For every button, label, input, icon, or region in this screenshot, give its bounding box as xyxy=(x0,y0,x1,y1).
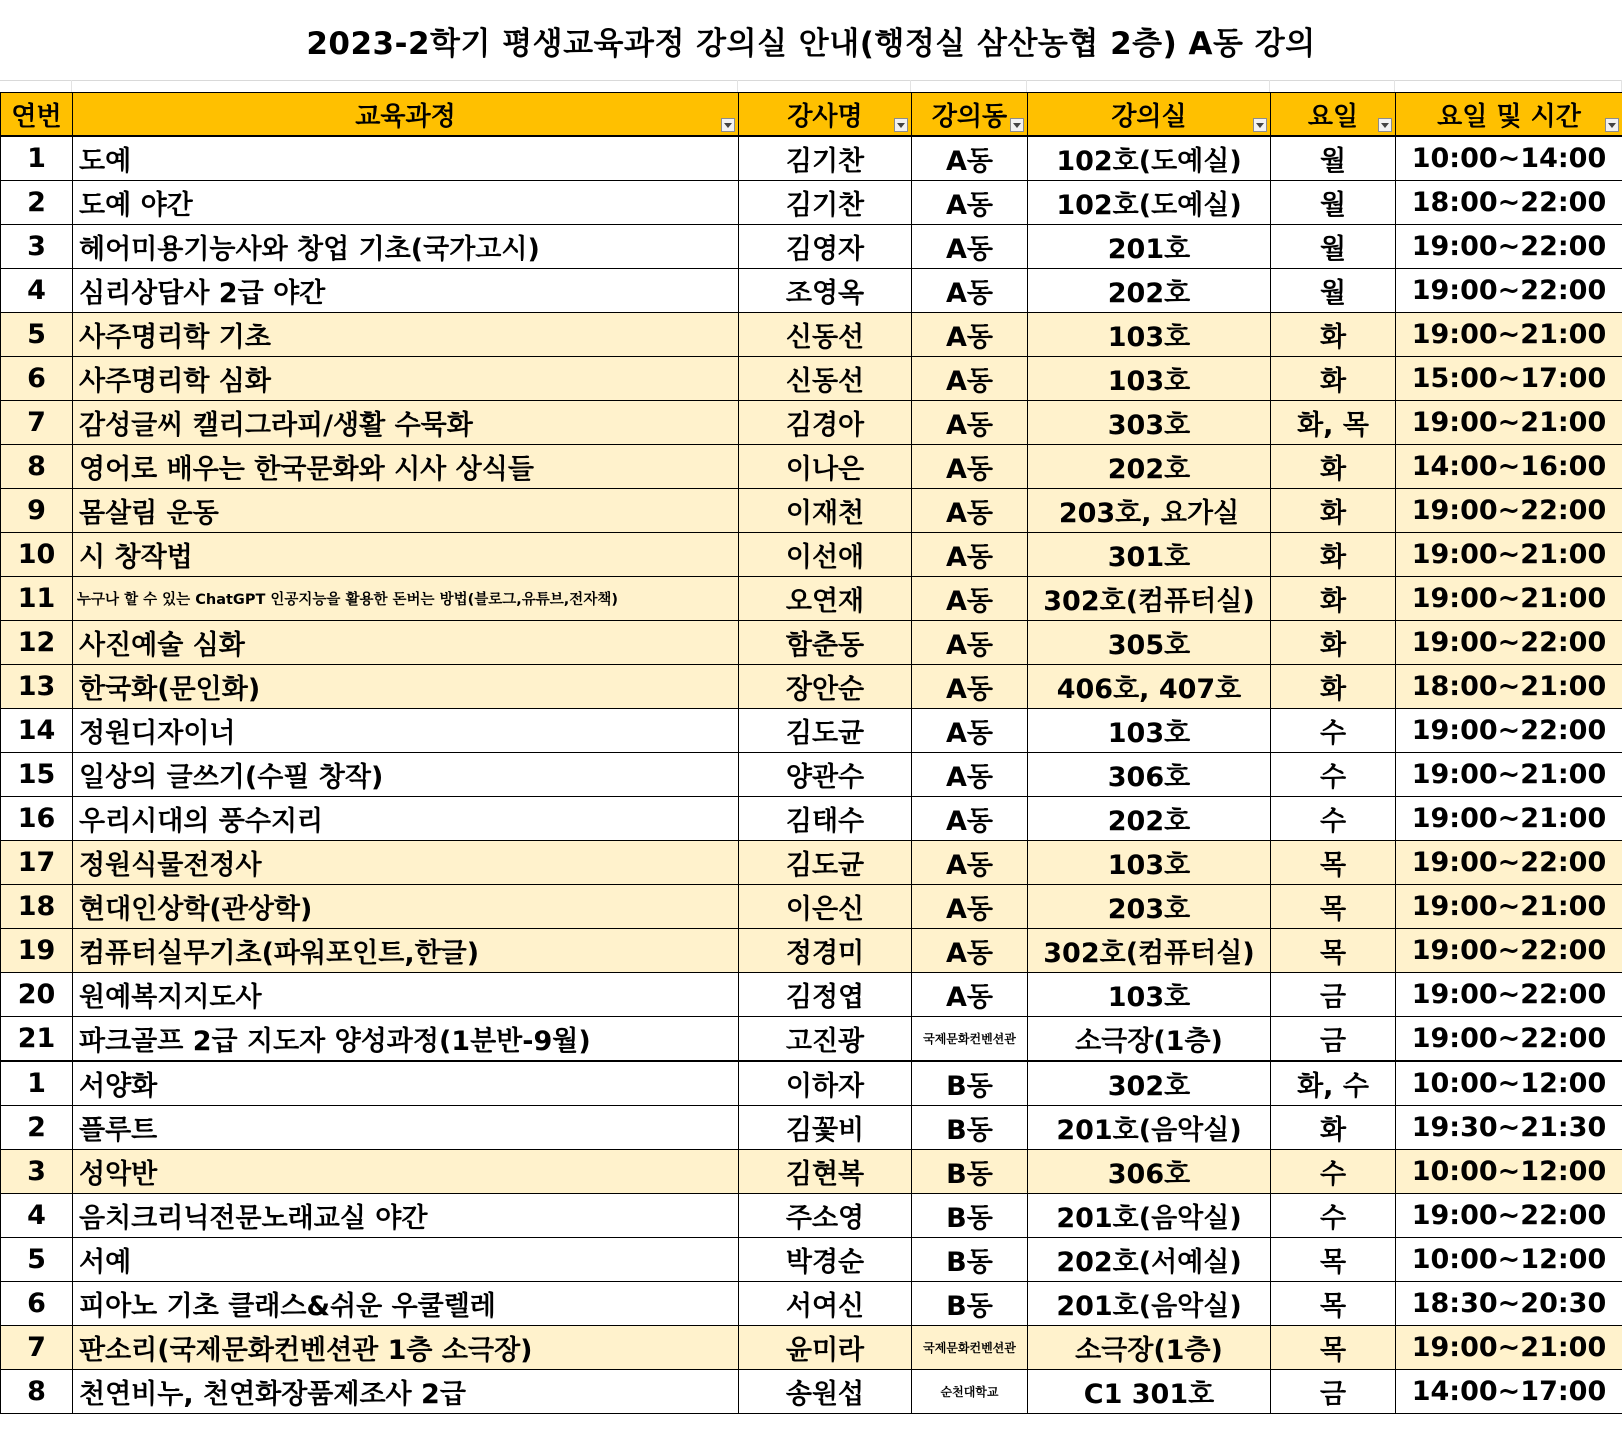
table-row xyxy=(1,1017,1622,1062)
cell-course[interactable]: 시 창작법 xyxy=(73,533,739,577)
table-row xyxy=(1,1150,1622,1194)
cell-teacher[interactable]: 서여신 xyxy=(739,1282,912,1326)
table-row xyxy=(1,929,1622,973)
cell-room[interactable]: 302호(컴퓨터실) xyxy=(1028,577,1271,621)
cell-time[interactable]: 10:00~12:00 xyxy=(1396,1238,1622,1282)
cell-day[interactable]: 월 xyxy=(1271,181,1396,225)
cell-teacher[interactable]: 양관수 xyxy=(739,753,912,797)
cell-course[interactable]: 누구나 할 수 있는 ChatGPT 인공지능을 활용한 돈버는 방법(블로그,유튜브,전자책) xyxy=(73,577,739,621)
cell-teacher[interactable]: 신동선 xyxy=(739,313,912,357)
cell-teacher[interactable]: 정경미 xyxy=(739,929,912,973)
table-row xyxy=(1,577,1622,621)
cell-day[interactable]: 화 xyxy=(1271,577,1396,621)
cell-day[interactable]: 목 xyxy=(1271,929,1396,973)
cell-time[interactable]: 19:30~21:30 xyxy=(1396,1106,1622,1150)
cell-building[interactable]: A동 xyxy=(912,269,1028,313)
cell-time[interactable]: 15:00~17:00 xyxy=(1396,357,1622,401)
cell-teacher[interactable]: 조영옥 xyxy=(739,269,912,313)
cell-room[interactable]: 202호 xyxy=(1028,797,1271,841)
table-row xyxy=(1,797,1622,841)
cell-building[interactable]: 국제문화컨벤션관 xyxy=(912,1326,1028,1370)
cell-building[interactable]: B동 xyxy=(912,1150,1028,1194)
cell-teacher[interactable]: 이재천 xyxy=(739,489,912,533)
cell-building[interactable]: B동 xyxy=(912,1194,1028,1238)
header-building xyxy=(912,93,1028,137)
cell-time[interactable]: 14:00~17:00 xyxy=(1396,1370,1622,1414)
cell-building[interactable]: A동 xyxy=(912,225,1028,269)
cell-building[interactable]: B동 xyxy=(912,1238,1028,1282)
cell-room[interactable]: 201호(음악실) xyxy=(1028,1106,1271,1150)
cell-building[interactable]: A동 xyxy=(912,313,1028,357)
cell-room[interactable]: 305호 xyxy=(1028,621,1271,665)
cell-day[interactable]: 화 xyxy=(1271,357,1396,401)
header-teacher xyxy=(739,93,912,137)
table-row xyxy=(1,136,1622,181)
cell-time[interactable]: 18:30~20:30 xyxy=(1396,1282,1622,1326)
cell-building[interactable]: A동 xyxy=(912,665,1028,709)
cell-room[interactable]: C1 301호 xyxy=(1028,1370,1271,1414)
cell-day[interactable]: 월 xyxy=(1271,136,1396,181)
cell-teacher[interactable]: 이나은 xyxy=(739,445,912,489)
table-row xyxy=(1,269,1622,313)
cell-no[interactable]: 6 xyxy=(1,357,73,401)
cell-time[interactable]: 19:00~21:00 xyxy=(1396,533,1622,577)
cell-no[interactable]: 1 xyxy=(1,136,73,181)
table-row xyxy=(1,181,1622,225)
cell-room[interactable]: 103호 xyxy=(1028,313,1271,357)
cell-teacher[interactable]: 이하자 xyxy=(739,1061,912,1106)
cell-course[interactable]: 피아노 기초 클래스&쉬운 우쿨렐레 xyxy=(73,1282,739,1326)
cell-teacher[interactable]: 김도균 xyxy=(739,709,912,753)
cell-teacher[interactable]: 김태수 xyxy=(739,797,912,841)
cell-course[interactable]: 감성글씨 캘리그라피/생활 수묵화 xyxy=(73,401,739,445)
cell-teacher[interactable]: 송원섭 xyxy=(739,1370,912,1414)
cell-teacher[interactable]: 오연재 xyxy=(739,577,912,621)
cell-day[interactable]: 화, 수 xyxy=(1271,1061,1396,1106)
header-row xyxy=(1,93,1622,137)
course-table xyxy=(0,92,1622,1414)
cell-no[interactable]: 18 xyxy=(1,885,73,929)
cell-course[interactable]: 정원디자이너 xyxy=(73,709,739,753)
cell-room[interactable]: 203호 xyxy=(1028,885,1271,929)
table-row xyxy=(1,753,1622,797)
cell-building[interactable]: A동 xyxy=(912,797,1028,841)
cell-time[interactable]: 18:00~22:00 xyxy=(1396,181,1622,225)
cell-day[interactable]: 수 xyxy=(1271,797,1396,841)
cell-day[interactable]: 수 xyxy=(1271,1150,1396,1194)
cell-day[interactable]: 화 xyxy=(1271,445,1396,489)
table-row xyxy=(1,401,1622,445)
cell-no[interactable]: 3 xyxy=(1,1150,73,1194)
cell-building[interactable]: A동 xyxy=(912,136,1028,181)
cell-building[interactable]: A동 xyxy=(912,885,1028,929)
cell-course[interactable]: 서예 xyxy=(73,1238,739,1282)
cell-course[interactable]: 현대인상학(관상학) xyxy=(73,885,739,929)
cell-day[interactable]: 화 xyxy=(1271,533,1396,577)
cell-teacher[interactable]: 장안순 xyxy=(739,665,912,709)
cell-no[interactable]: 5 xyxy=(1,313,73,357)
cell-teacher[interactable]: 김정엽 xyxy=(739,973,912,1017)
cell-teacher[interactable]: 김경아 xyxy=(739,401,912,445)
cell-room[interactable]: 201호 xyxy=(1028,225,1271,269)
table-row xyxy=(1,1061,1622,1106)
cell-building[interactable]: A동 xyxy=(912,753,1028,797)
cell-course[interactable]: 서양화 xyxy=(73,1061,739,1106)
filter-dropdown-icon[interactable] xyxy=(1253,118,1267,132)
cell-building[interactable]: A동 xyxy=(912,709,1028,753)
table-row xyxy=(1,1282,1622,1326)
cell-no[interactable]: 4 xyxy=(1,1194,73,1238)
cell-course[interactable]: 판소리(국제문화컨벤션관 1층 소극장) xyxy=(73,1326,739,1370)
cell-room[interactable]: 303호 xyxy=(1028,401,1271,445)
cell-course[interactable]: 영어로 배우는 한국문화와 시사 상식들 xyxy=(73,445,739,489)
cell-day[interactable]: 화, 목 xyxy=(1271,401,1396,445)
cell-time[interactable]: 19:00~22:00 xyxy=(1396,1017,1622,1062)
cell-room[interactable]: 406호, 407호 xyxy=(1028,665,1271,709)
cell-course[interactable]: 파크골프 2급 지도자 양성과정(1분반-9월) xyxy=(73,1017,739,1062)
cell-building[interactable]: B동 xyxy=(912,1106,1028,1150)
cell-building[interactable]: 국제문화컨벤션관 xyxy=(912,1017,1028,1062)
cell-day[interactable]: 금 xyxy=(1271,1370,1396,1414)
cell-building[interactable]: A동 xyxy=(912,445,1028,489)
filter-dropdown-icon[interactable] xyxy=(894,118,908,132)
cell-time[interactable]: 19:00~22:00 xyxy=(1396,929,1622,973)
cell-no[interactable]: 11 xyxy=(1,577,73,621)
header-label: 요일 및 시간 xyxy=(1437,101,1581,132)
cell-day[interactable]: 수 xyxy=(1271,1194,1396,1238)
cell-teacher[interactable]: 이은신 xyxy=(739,885,912,929)
cell-time[interactable]: 10:00~12:00 xyxy=(1396,1150,1622,1194)
cell-no[interactable]: 21 xyxy=(1,1017,73,1062)
cell-no[interactable]: 2 xyxy=(1,1106,73,1150)
header-course xyxy=(73,93,739,137)
cell-teacher[interactable]: 이선애 xyxy=(739,533,912,577)
cell-teacher[interactable]: 주소영 xyxy=(739,1194,912,1238)
cell-building[interactable]: A동 xyxy=(912,401,1028,445)
cell-no[interactable]: 20 xyxy=(1,973,73,1017)
cell-day[interactable]: 수 xyxy=(1271,753,1396,797)
cell-teacher[interactable]: 김영자 xyxy=(739,225,912,269)
cell-day[interactable]: 목 xyxy=(1271,841,1396,885)
cell-time[interactable]: 19:00~21:00 xyxy=(1396,401,1622,445)
cell-room[interactable]: 102호(도예실) xyxy=(1028,181,1271,225)
cell-course[interactable]: 사진예술 심화 xyxy=(73,621,739,665)
cell-no[interactable]: 8 xyxy=(1,445,73,489)
cell-time[interactable]: 19:00~22:00 xyxy=(1396,1194,1622,1238)
header-label: 요일 xyxy=(1307,101,1359,132)
cell-room[interactable]: 306호 xyxy=(1028,1150,1271,1194)
cell-teacher[interactable]: 김꽃비 xyxy=(739,1106,912,1150)
table-row xyxy=(1,357,1622,401)
cell-teacher[interactable]: 박경순 xyxy=(739,1238,912,1282)
cell-day[interactable]: 금 xyxy=(1271,973,1396,1017)
cell-day[interactable]: 화 xyxy=(1271,489,1396,533)
cell-time[interactable]: 19:00~22:00 xyxy=(1396,709,1622,753)
cell-day[interactable]: 목 xyxy=(1271,885,1396,929)
cell-room[interactable]: 103호 xyxy=(1028,973,1271,1017)
cell-time[interactable]: 19:00~21:00 xyxy=(1396,577,1622,621)
cell-no[interactable]: 16 xyxy=(1,797,73,841)
spreadsheet-gridlines xyxy=(0,80,1622,92)
table-row xyxy=(1,1194,1622,1238)
cell-room[interactable]: 103호 xyxy=(1028,357,1271,401)
cell-building[interactable]: A동 xyxy=(912,929,1028,973)
cell-day[interactable]: 월 xyxy=(1271,269,1396,313)
cell-day[interactable]: 화 xyxy=(1271,313,1396,357)
cell-course[interactable]: 우리시대의 풍수지리 xyxy=(73,797,739,841)
sheet-title: 2023-2학기 평생교육과정 강의실 안내(행정실 삼산농협 2층) A동 강의 xyxy=(0,0,1622,81)
cell-time[interactable]: 19:00~22:00 xyxy=(1396,269,1622,313)
cell-no[interactable]: 14 xyxy=(1,709,73,753)
table-row xyxy=(1,1326,1622,1370)
cell-time[interactable]: 14:00~16:00 xyxy=(1396,445,1622,489)
cell-no[interactable]: 7 xyxy=(1,1326,73,1370)
table-row xyxy=(1,885,1622,929)
cell-course[interactable]: 사주명리학 기초 xyxy=(73,313,739,357)
cell-no[interactable]: 1 xyxy=(1,1061,73,1106)
cell-no[interactable]: 17 xyxy=(1,841,73,885)
cell-teacher[interactable]: 함춘동 xyxy=(739,621,912,665)
cell-room[interactable]: 302호(컴퓨터실) xyxy=(1028,929,1271,973)
cell-teacher[interactable]: 윤미라 xyxy=(739,1326,912,1370)
cell-no[interactable]: 9 xyxy=(1,489,73,533)
cell-no[interactable]: 19 xyxy=(1,929,73,973)
header-room xyxy=(1028,93,1271,137)
cell-day[interactable]: 목 xyxy=(1271,1238,1396,1282)
cell-building[interactable]: B동 xyxy=(912,1061,1028,1106)
cell-day[interactable]: 화 xyxy=(1271,665,1396,709)
cell-no[interactable]: 12 xyxy=(1,621,73,665)
cell-building[interactable]: A동 xyxy=(912,357,1028,401)
cell-no[interactable]: 7 xyxy=(1,401,73,445)
cell-time[interactable]: 19:00~21:00 xyxy=(1396,753,1622,797)
cell-day[interactable]: 화 xyxy=(1271,621,1396,665)
cell-building[interactable]: A동 xyxy=(912,841,1028,885)
cell-room[interactable]: 소극장(1층) xyxy=(1028,1017,1271,1062)
cell-building[interactable]: A동 xyxy=(912,533,1028,577)
table-row xyxy=(1,1238,1622,1282)
header-day xyxy=(1271,93,1396,137)
cell-course[interactable]: 사주명리학 심화 xyxy=(73,357,739,401)
cell-time[interactable]: 10:00~14:00 xyxy=(1396,136,1622,181)
table-row xyxy=(1,1106,1622,1150)
cell-course[interactable]: 일상의 글쓰기(수필 창작) xyxy=(73,753,739,797)
cell-course[interactable]: 한국화(문인화) xyxy=(73,665,739,709)
table-row xyxy=(1,973,1622,1017)
cell-course[interactable]: 플루트 xyxy=(73,1106,739,1150)
cell-course[interactable]: 심리상담사 2급 야간 xyxy=(73,269,739,313)
cell-course[interactable]: 몸살림 운동 xyxy=(73,489,739,533)
filter-dropdown-icon[interactable] xyxy=(1010,118,1024,132)
cell-no[interactable]: 3 xyxy=(1,225,73,269)
cell-time[interactable]: 10:00~12:00 xyxy=(1396,1061,1622,1106)
cell-teacher[interactable]: 김기찬 xyxy=(739,181,912,225)
cell-day[interactable]: 월 xyxy=(1271,225,1396,269)
cell-course[interactable]: 도예 야간 xyxy=(73,181,739,225)
cell-room[interactable]: 302호 xyxy=(1028,1061,1271,1106)
cell-room[interactable]: 203호, 요가실 xyxy=(1028,489,1271,533)
cell-course[interactable]: 원예복지지도사 xyxy=(73,973,739,1017)
cell-room[interactable]: 소극장(1층) xyxy=(1028,1326,1271,1370)
filter-dropdown-icon[interactable] xyxy=(1378,118,1392,132)
table-row xyxy=(1,621,1622,665)
cell-time[interactable]: 19:00~21:00 xyxy=(1396,1326,1622,1370)
table-row xyxy=(1,225,1622,269)
cell-room[interactable]: 103호 xyxy=(1028,841,1271,885)
table-row xyxy=(1,1370,1622,1414)
cell-room[interactable]: 201호(음악실) xyxy=(1028,1282,1271,1326)
cell-day[interactable]: 화 xyxy=(1271,1106,1396,1150)
filter-dropdown-icon[interactable] xyxy=(721,118,735,132)
header-time xyxy=(1396,93,1622,137)
cell-teacher[interactable]: 김현복 xyxy=(739,1150,912,1194)
table-row xyxy=(1,665,1622,709)
cell-no[interactable]: 8 xyxy=(1,1370,73,1414)
cell-building[interactable]: B동 xyxy=(912,1282,1028,1326)
cell-room[interactable]: 306호 xyxy=(1028,753,1271,797)
header-no xyxy=(1,93,73,137)
cell-room[interactable]: 102호(도예실) xyxy=(1028,136,1271,181)
cell-room[interactable]: 301호 xyxy=(1028,533,1271,577)
cell-building[interactable]: 순천대학교 xyxy=(912,1370,1028,1414)
cell-teacher[interactable]: 신동선 xyxy=(739,357,912,401)
cell-day[interactable]: 수 xyxy=(1271,709,1396,753)
cell-time[interactable]: 19:00~22:00 xyxy=(1396,489,1622,533)
cell-no[interactable]: 15 xyxy=(1,753,73,797)
cell-building[interactable]: A동 xyxy=(912,577,1028,621)
cell-time[interactable]: 19:00~21:00 xyxy=(1396,885,1622,929)
cell-no[interactable]: 5 xyxy=(1,1238,73,1282)
cell-room[interactable]: 201호(음악실) xyxy=(1028,1194,1271,1238)
cell-no[interactable]: 13 xyxy=(1,665,73,709)
cell-course[interactable]: 음치크리닉전문노래교실 야간 xyxy=(73,1194,739,1238)
cell-room[interactable]: 202호(서예실) xyxy=(1028,1238,1271,1282)
cell-time[interactable]: 19:00~21:00 xyxy=(1396,797,1622,841)
cell-time[interactable]: 18:00~21:00 xyxy=(1396,665,1622,709)
header-label: 강의동 xyxy=(931,101,1008,132)
cell-time[interactable]: 19:00~22:00 xyxy=(1396,621,1622,665)
filter-dropdown-icon[interactable] xyxy=(1605,118,1619,132)
cell-time[interactable]: 19:00~22:00 xyxy=(1396,841,1622,885)
cell-course[interactable]: 컴퓨터실무기초(파워포인트,한글) xyxy=(73,929,739,973)
cell-building[interactable]: A동 xyxy=(912,621,1028,665)
cell-course[interactable]: 도예 xyxy=(73,136,739,181)
cell-teacher[interactable]: 김도균 xyxy=(739,841,912,885)
table-row xyxy=(1,445,1622,489)
cell-time[interactable]: 19:00~21:00 xyxy=(1396,313,1622,357)
cell-no[interactable]: 10 xyxy=(1,533,73,577)
cell-room[interactable]: 202호 xyxy=(1028,269,1271,313)
cell-time[interactable]: 19:00~22:00 xyxy=(1396,973,1622,1017)
table-row xyxy=(1,533,1622,577)
cell-course[interactable]: 성악반 xyxy=(73,1150,739,1194)
cell-building[interactable]: A동 xyxy=(912,973,1028,1017)
table-row xyxy=(1,709,1622,753)
header-label: 교육과정 xyxy=(355,101,456,132)
cell-day[interactable]: 목 xyxy=(1271,1282,1396,1326)
cell-course[interactable]: 정원식물전정사 xyxy=(73,841,739,885)
header-label: 연번 xyxy=(11,101,62,132)
cell-no[interactable]: 6 xyxy=(1,1282,73,1326)
cell-no[interactable]: 4 xyxy=(1,269,73,313)
table-row xyxy=(1,489,1622,533)
header-label: 강의실 xyxy=(1111,101,1187,132)
cell-course[interactable]: 천연비누, 천연화장품제조사 2급 xyxy=(73,1370,739,1414)
table-row xyxy=(1,841,1622,885)
cell-day[interactable]: 목 xyxy=(1271,1326,1396,1370)
header-label: 강사명 xyxy=(787,101,863,132)
cell-time[interactable]: 19:00~22:00 xyxy=(1396,225,1622,269)
cell-course[interactable]: 헤어미용기능사와 창업 기초(국가고시) xyxy=(73,225,739,269)
cell-day[interactable]: 금 xyxy=(1271,1017,1396,1062)
cell-room[interactable]: 103호 xyxy=(1028,709,1271,753)
cell-teacher[interactable]: 김기찬 xyxy=(739,136,912,181)
cell-building[interactable]: A동 xyxy=(912,489,1028,533)
table-row xyxy=(1,313,1622,357)
cell-no[interactable]: 2 xyxy=(1,181,73,225)
cell-teacher[interactable]: 고진광 xyxy=(739,1017,912,1062)
cell-building[interactable]: A동 xyxy=(912,181,1028,225)
cell-room[interactable]: 202호 xyxy=(1028,445,1271,489)
